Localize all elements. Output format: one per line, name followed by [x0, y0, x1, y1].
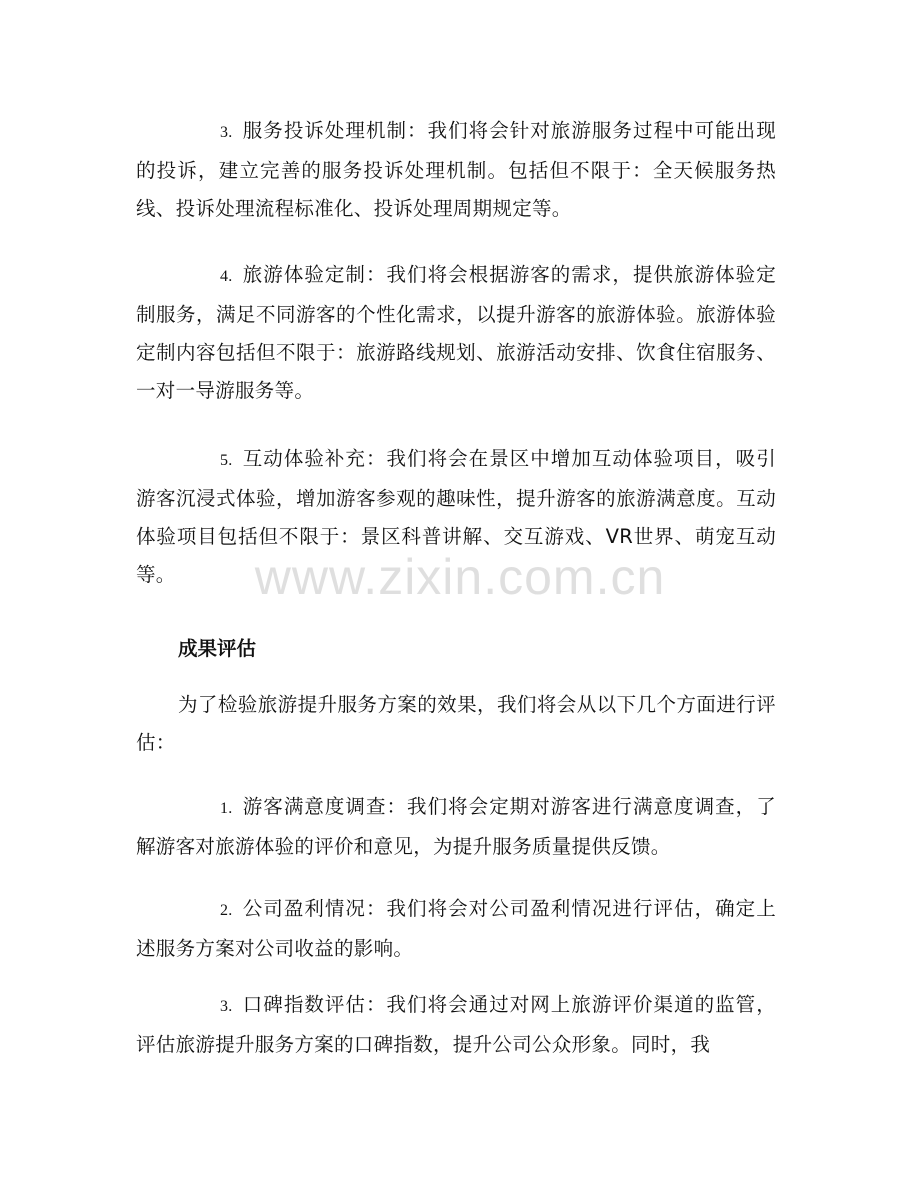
- item-text: 公司盈利情况：我们将会对公司盈利情况进行评估，确定上述服务方案对公司收益的影响。: [136, 897, 776, 960]
- list-item: [136, 440, 776, 594]
- list-item: [136, 890, 776, 968]
- item-text: 旅游体验定制：我们将会根据游客的需求，提供旅游体验定制服务，满足不同游客的个性化需求，以提升游客的旅游体验。旅游体验定制内容包括但不限于：旅游路线规划、旅游活动安排、饮食住宿服务、一对一导游服务等。: [136, 263, 776, 402]
- section-heading: 成果评估: [178, 637, 257, 660]
- watermark: www.zixin.com.cn: [254, 549, 666, 605]
- item-number: 5.: [220, 452, 233, 469]
- item-text: 服务投诉处理机制：我们将会针对旅游服务过程中可能出现的投诉，建立完善的服务投诉处理机制。包括但不限于：全天候服务热线、投诉处理流程标准化、投诉处理周期规定等。: [136, 119, 776, 220]
- item-number: 3.: [220, 998, 233, 1015]
- item-text: 游客满意度调查：我们将会定期对游客进行满意度调查，了解游客对旅游体验的评价和意见，为提升服务质量提供反馈。: [136, 795, 776, 858]
- list-item: [136, 788, 776, 866]
- item-text: 互动体验补充：我们将会在景区中增加互动体验项目，吸引游客沉浸式体验，增加游客参观的趣味性，提升游客的旅游满意度。互动体验项目包括但不限于：景区科普讲解、交互游戏、VR世界、萌宠互动等。: [136, 447, 776, 586]
- list-item: [136, 256, 776, 410]
- item-number: 4.: [220, 268, 233, 285]
- list-item: [136, 986, 776, 1064]
- item-number: 2.: [220, 902, 233, 919]
- item-number: 3.: [220, 124, 233, 141]
- item-text: 口碑指数评估：我们将会通过对网上旅游评价渠道的监管，评估旅游提升服务方案的口碑指数，提升公司公众形象。同时，我: [136, 993, 776, 1056]
- intro-paragraph: 为了检验旅游提升服务方案的效果，我们将会从以下几个方面进行评估：: [136, 693, 776, 754]
- item-number: 1.: [220, 800, 233, 817]
- list-item: [136, 112, 776, 228]
